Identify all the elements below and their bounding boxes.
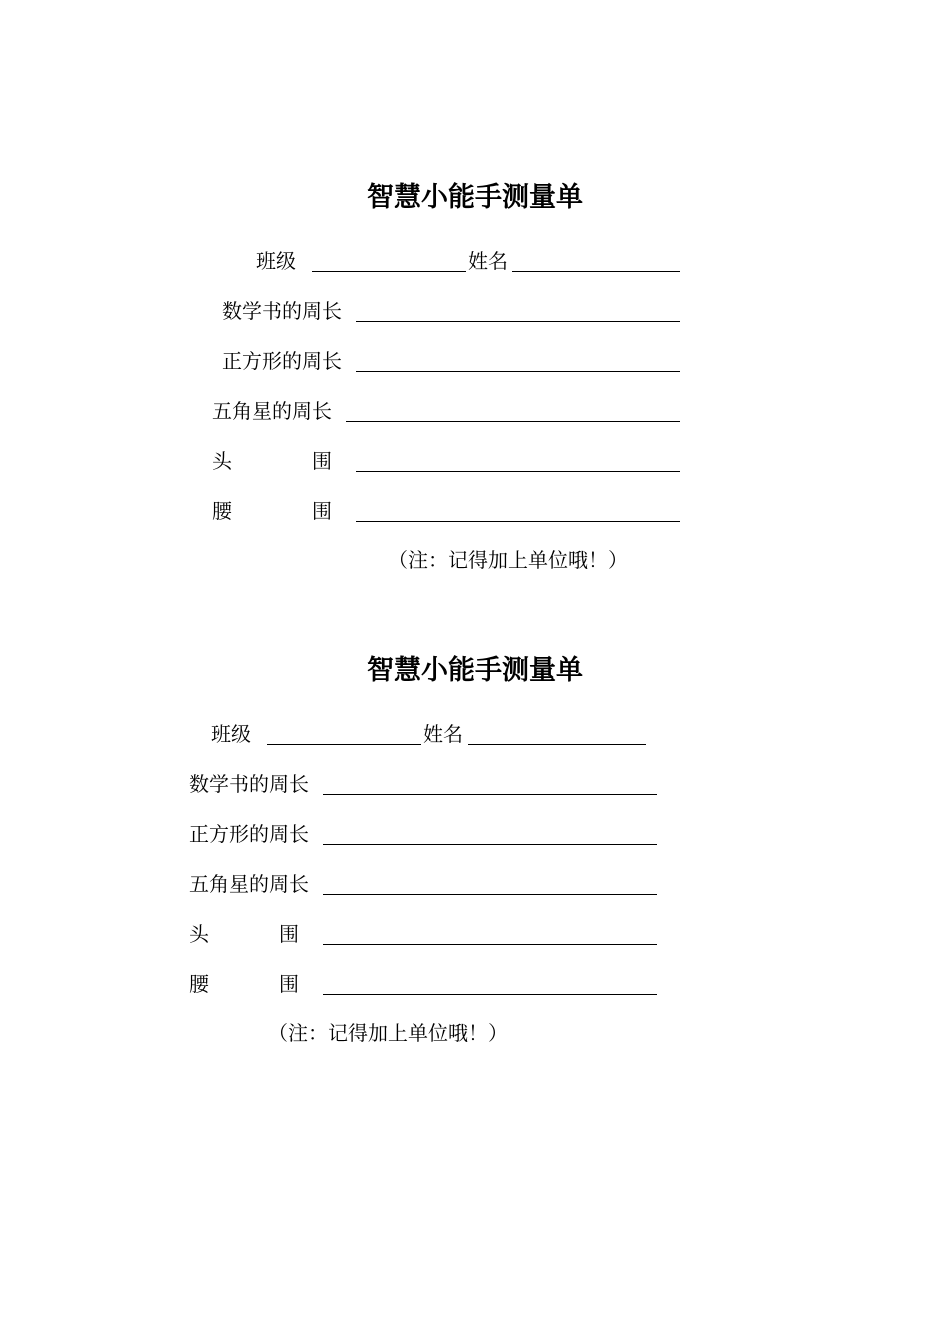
form-title: 智慧小能手测量单	[367, 182, 583, 213]
field-label-b: 围	[312, 499, 332, 523]
note-text: （注：记得加上单位哦！）	[268, 1021, 508, 1045]
field-row-head	[0, 444, 950, 478]
field-row-math-book	[0, 767, 950, 801]
form-title: 智慧小能手测量单	[367, 655, 583, 686]
field-row-head	[0, 917, 950, 951]
field-row-square	[0, 344, 950, 378]
field-label: 数学书的周长	[189, 772, 309, 796]
field-label: 数学书的周长	[222, 299, 342, 323]
math-book-input-line[interactable]	[356, 321, 680, 322]
field-label-a: 腰	[189, 972, 209, 996]
waist-input-line[interactable]	[323, 994, 657, 995]
star-input-line[interactable]	[346, 421, 680, 422]
field-label: 五角星的周长	[212, 399, 332, 423]
field-label: 五角星的周长	[189, 872, 309, 896]
field-row-math-book	[0, 294, 950, 328]
head-input-line[interactable]	[323, 944, 657, 945]
class-input-line[interactable]	[267, 744, 421, 745]
name-input-line[interactable]	[512, 271, 680, 272]
math-book-input-line[interactable]	[323, 794, 657, 795]
head-input-line[interactable]	[356, 471, 680, 472]
class-input-line[interactable]	[312, 271, 466, 272]
waist-input-line[interactable]	[356, 521, 680, 522]
square-input-line[interactable]	[323, 844, 657, 845]
field-row-star	[0, 394, 950, 428]
field-row-star	[0, 867, 950, 901]
field-row-waist	[0, 494, 950, 528]
name-label: 姓名	[423, 722, 463, 746]
class-name-row	[0, 717, 950, 751]
note-text: （注：记得加上单位哦！）	[388, 548, 628, 572]
field-label-a: 头	[212, 449, 232, 473]
class-label: 班级	[211, 722, 251, 746]
field-label-b: 围	[279, 972, 299, 996]
field-label-b: 围	[312, 449, 332, 473]
field-label: 正方形的周长	[222, 349, 342, 373]
field-label: 正方形的周长	[189, 822, 309, 846]
class-name-row	[0, 244, 950, 278]
field-label-b: 围	[279, 922, 299, 946]
name-label: 姓名	[468, 249, 508, 273]
square-input-line[interactable]	[356, 371, 680, 372]
field-label-a: 头	[189, 922, 209, 946]
star-input-line[interactable]	[323, 894, 657, 895]
field-row-waist	[0, 967, 950, 1001]
field-label-a: 腰	[212, 499, 232, 523]
class-label: 班级	[256, 249, 296, 273]
name-input-line[interactable]	[468, 744, 646, 745]
field-row-square	[0, 817, 950, 851]
